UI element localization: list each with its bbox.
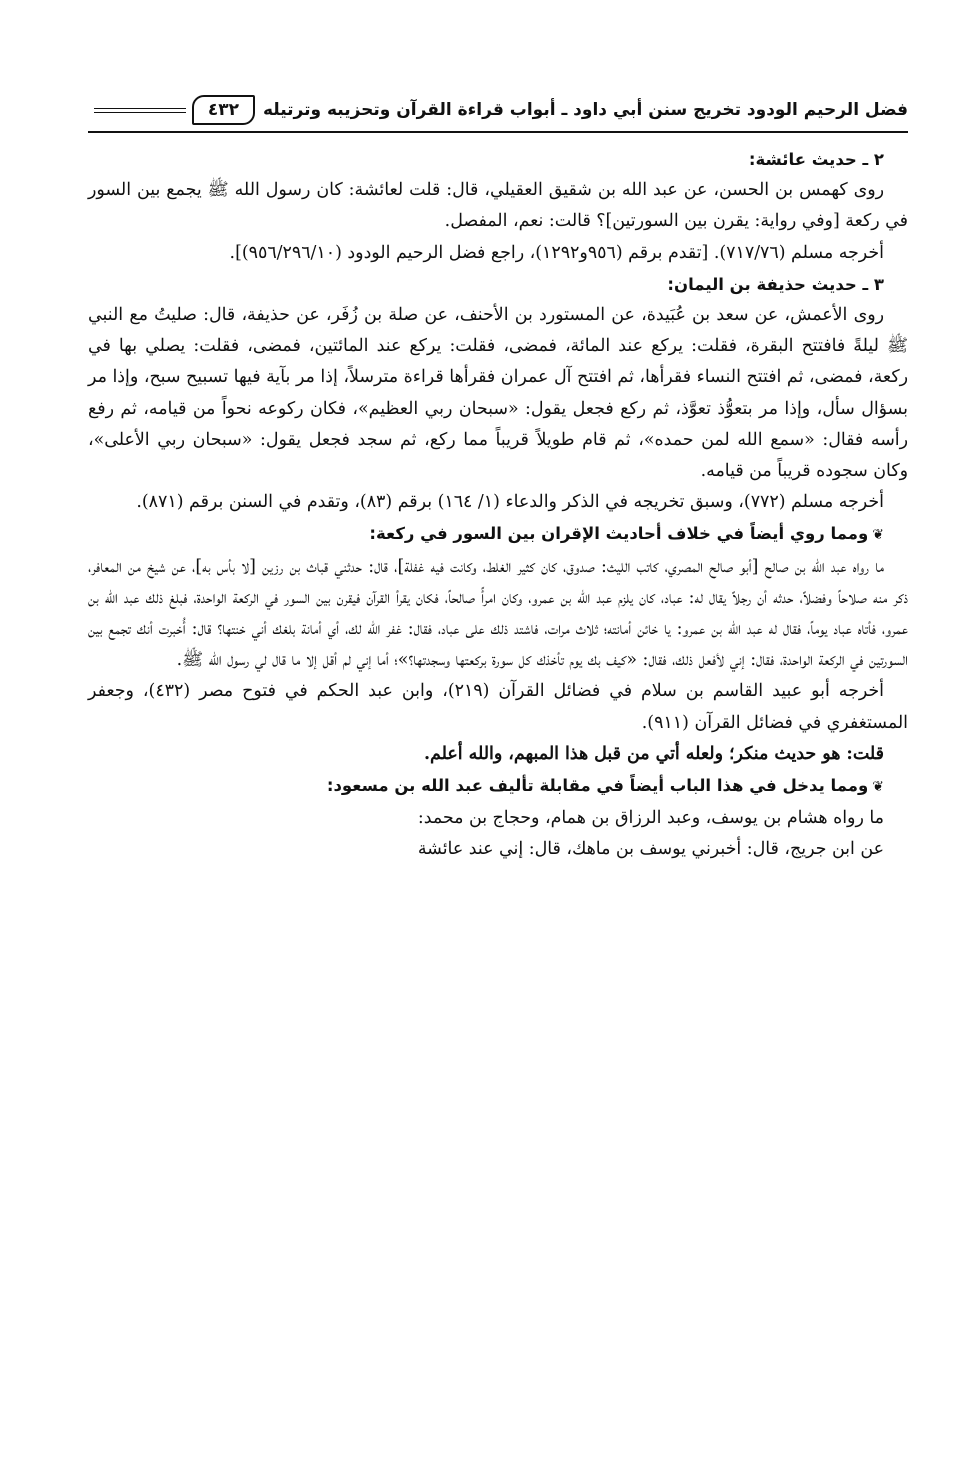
section-heading-hudhayfa: ٣ ـ حديث حذيفة بن اليمان: [667, 274, 884, 294]
page-body [88, 144, 908, 866]
page-number: ٤٣٢ [192, 95, 255, 125]
leaf-ornament-icon: ❦ [872, 527, 884, 544]
paragraph: أخرجه أبو عبيد القاسم بن سلام في فضائل القرآن (٢١٩)، وابن عبد الحكم في فتوح مصر (٤٣٢)، وجعفر المستغفري في فضائل القرآن (٩١١). [88, 681, 908, 733]
subheading-text: ومما روي أيضاً في خلاف أحاديث الإقران بين السور في ركعة: [369, 524, 869, 544]
paragraph-note: قلت: هو حديث منكر؛ ولعله أتي من قبل هذا المبهم، والله أعلم. [424, 743, 884, 764]
leaf-ornament-icon: ❦ [872, 779, 884, 796]
paragraph: ما رواه هشام بن يوسف، وعبد الرزاق بن همام، وحجاج بن محمد: [417, 808, 884, 829]
running-header [88, 86, 908, 134]
header-rule [94, 108, 186, 113]
section-heading-aisha: ٢ ـ حديث عائشة: [748, 150, 884, 169]
paragraph: روى الأعمش، عن سعد بن عُبَيدة، عن المستورد بن الأحنف، عن صلة بن زُفَر، عن حذيفة، قال: صليتُ مع النبي ﷺ ليلةً فافتتح البقرة، فقلت: يركع عند المائة، فمضى، فقلت: يركع عند المائتين، فمضى، فقلت: يصلي بها في ركعة، فمضى، ثم افتتح النساء فقرأها، ثم افتتح آل عمران فقرأها قراءة مترسلاً، إذا مر بآية فيها تسبيح سبح، وإذا مر بسؤال سأل، وإذا مر بتعوُّذ تعوَّذ، ثم ركع فجعل يقول: «سبحان ربي العظيم»، فكان ركوعه نحواً من قيامه، ثم رفع رأسه فقال: «سمع الله لمن حمده»، ثم قام طويلاً قريباً مما ركع، ثم سجد فجعل يقول: «سبحان ربي الأعلى»، وكان سجوده قريباً من قيامه. [88, 305, 908, 482]
paragraph: أخرجه مسلم (٧٧٢)، وسبق تخريجه في الذكر والدعاء (١/ ١٦٤) برقم (٨٣)، وتقدم في السنن برقم (٨٧١). [136, 492, 884, 513]
subheading-text: ومما يدخل في هذا الباب أيضاً في مقابلة تأليف عبد الله بن مسعود: [326, 776, 869, 796]
paragraph: ما رواه عبد الله بن صالح [أبو صالح المصري، كاتب الليث: صدوق، كان كثير الغلط، وكانت فيه غفلة]، قال: حدثني قباث بن رزين [لا بأس به]، عن شيخ من المعافر، ذكر منه صلاحاً وفضلاً، حدثه أن رجلاً يقال له: عباد، كان يلزم عبد الله بن عمرو، وكان امرأً صالحاً، فكان يقرأ القرآن فيقرن بين السور في الركعة الواحدة، فبلغ ذلك عبد الله بن عمرو، فأتاه عباد يوماً، فقال له عبد الله بن عمرو: يا خائن أمانته؛ ثلاث مرات، فاشتد ذلك على عباد، فقال: غفر الله لك، أي أمانة بلغك أني خنتها؟ قال: أُخبرت أنك تجمع بين السورتين في الركعة الواحدة، فقال: إني لأفعل ذلك، فقال: «كيف بك يوم تأخذك كل سورة بركعتها وسجدتها؟»؛ أما إني لم أقل إلا ما قال لي رسول الله ﷺ. [88, 556, 908, 671]
header-title: فضل الرحيم الودود تخريج سنن أبي داود ـ أبواب قراءة القرآن وتحزيبه وترتيله [262, 100, 908, 120]
book-page [88, 86, 908, 866]
paragraph: روى كهمس بن الحسن، عن عبد الله بن شقيق العقيلي، قال: قلت لعائشة: كان رسول الله ﷺ يجمع بين السور في ركعة [وفي رواية: يقرن بين السورتين]؟ قالت: نعم، المفصل. [88, 180, 908, 232]
paragraph: أخرجه مسلم (٧١٧/٧٦). [تقدم برقم (٩٥٦و١٢٩٢)، راجع فضل الرحيم الودود (٩٥٦/٢٩٦/١٠)]. [229, 242, 884, 263]
subheading [88, 770, 908, 803]
paragraph: عن ابن جريج، قال: أخبرني يوسف بن ماهك، قال: إني عند عائشة [417, 839, 884, 860]
subheading [88, 518, 908, 551]
header-underline [88, 131, 908, 133]
